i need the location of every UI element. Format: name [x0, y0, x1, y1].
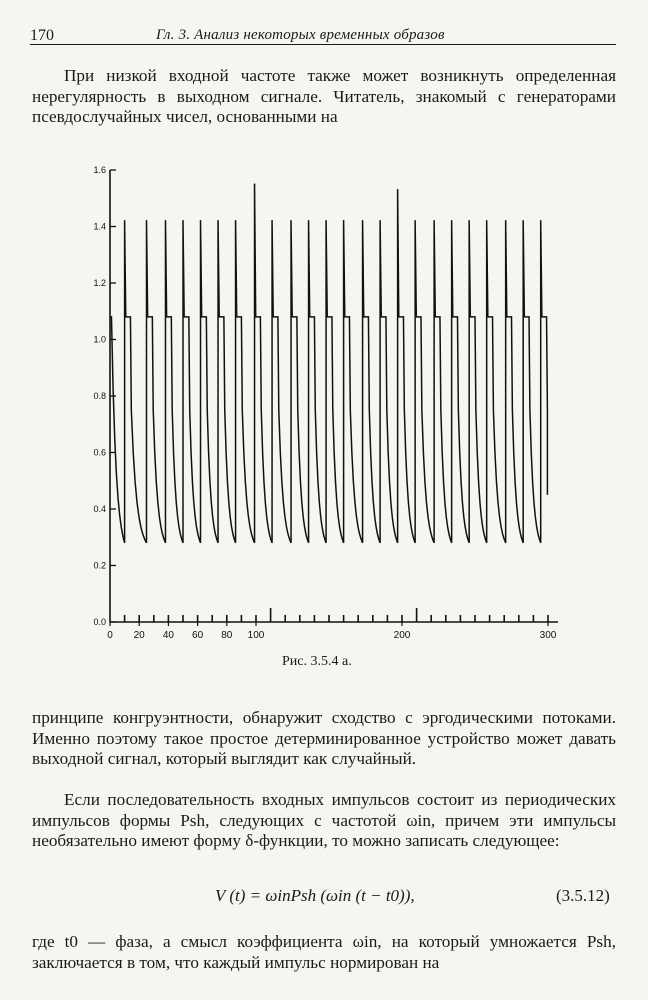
pulse-peak-point: [397, 189, 399, 191]
pulse-peak-point: [451, 220, 453, 222]
page-number: 170: [30, 27, 54, 44]
pulse-peak-point: [182, 220, 184, 222]
y-tick-label: 1.4: [93, 221, 106, 232]
paragraph-1: При низкой входной частоте также может возникнуть определенная нерегулярность в выходном сигнале. Читатель, знакомый с генераторами псевдослучайных чисел, основанными на: [32, 66, 616, 126]
x-tick-label: 300: [539, 630, 557, 641]
pulse-peak-point: [165, 220, 167, 222]
pulse-peak-point: [290, 220, 292, 222]
pulse-peak-point: [468, 220, 470, 222]
x-tick-label: 80: [221, 630, 233, 641]
pulse-peak-point: [217, 220, 219, 222]
x-tick-label: 40: [162, 630, 174, 641]
figure-chart: [70, 150, 590, 680]
paragraph-2: принципе конгруэнтности, обнаружит сходство с эргодическими потоками. Именно поэтому такое простое детерминированное устройство может давать выходной сигнал, который выглядит как случайный.: [32, 708, 616, 768]
pulse-peak-point: [235, 220, 237, 222]
pulse-peak-point: [362, 220, 364, 222]
y-tick-label: 1.6: [93, 165, 106, 175]
paragraph-3: Если последовательность входных импульсов состоит из периодических импульсов формы Psh, следующих с частотой ωin, причем эти импульсы необязательно имеют форму δ-функции, то можно записать следующее:: [32, 790, 616, 850]
x-tick-label: 60: [192, 630, 204, 641]
equation: V (t) = ωinPsh (ωin (t − t0)),: [215, 886, 415, 905]
pulse-peak-point: [146, 220, 148, 222]
x-tick-label: 20: [133, 630, 145, 641]
pulse-peak-point: [379, 220, 381, 222]
pulse-peak-point: [540, 220, 542, 222]
x-tick-label: 100: [247, 630, 265, 641]
pulse-peak-point: [414, 220, 416, 222]
pulse-peak-point: [522, 220, 524, 222]
y-tick-label: 1.2: [93, 278, 106, 288]
y-tick-label: 1.0: [93, 334, 106, 345]
figure-caption: Рис. 3.5.4 а.: [282, 654, 352, 669]
pulse-peak-point: [325, 220, 327, 222]
y-tick-label: 0.6: [93, 447, 106, 458]
y-tick-label: 0.0: [93, 617, 106, 627]
pulse-peak-point: [124, 220, 126, 222]
pulse-peak-point: [200, 220, 202, 222]
pulse-peak-point: [505, 220, 507, 222]
running-title: Гл. 3. Анализ некоторых временных образов: [156, 27, 445, 43]
pulse-peak-point: [254, 183, 256, 185]
x-tick-label: 200: [393, 630, 411, 641]
output-signal-line: [110, 184, 547, 543]
equation-number: (3.5.12): [556, 886, 610, 905]
pulse-peak-point: [433, 220, 435, 222]
paragraph-4: где t0 — фаза, а смысл коэффициента ωin, на который умножается Psh, заключается в том, что каждый импульс нормирован на: [32, 932, 616, 972]
pulse-peak-point: [486, 220, 488, 222]
running-header: [30, 26, 616, 45]
pulse-peak-point: [271, 220, 273, 222]
y-tick-label: 0.2: [93, 560, 106, 571]
pulse-peak-point: [343, 220, 345, 222]
x-tick-label: 0: [107, 630, 113, 641]
chart-svg: [70, 150, 590, 650]
y-tick-label: 0.4: [93, 504, 106, 514]
pulse-peak-point: [308, 220, 310, 222]
y-tick-label: 0.8: [93, 391, 106, 401]
